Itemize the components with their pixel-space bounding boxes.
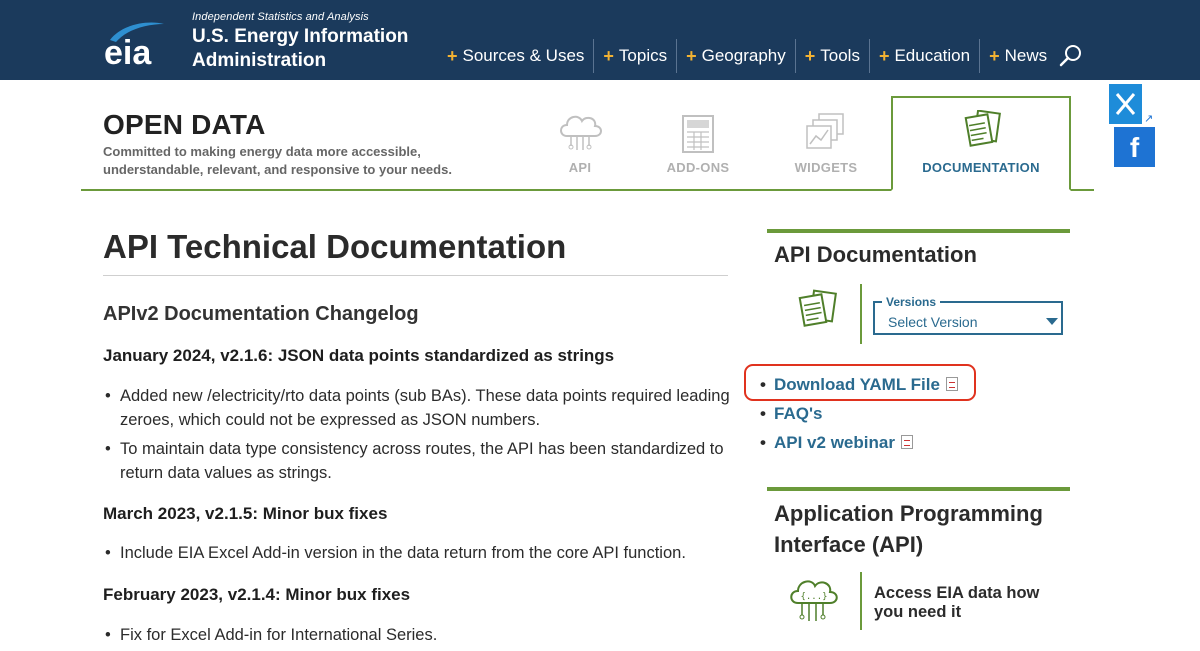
nav-label: News — [1004, 46, 1048, 65]
nav-label: Tools — [820, 46, 860, 65]
api-tagline: Access EIA data how you need it — [874, 584, 1040, 621]
tab-widgets[interactable] — [766, 110, 886, 175]
spreadsheet-icon — [673, 110, 723, 154]
link-label[interactable]: Download YAML File — [774, 375, 940, 394]
version-select-value[interactable]: Select Version — [888, 314, 978, 330]
main-nav — [438, 39, 1056, 73]
list-item: • Include EIA Excel Add-in version in the data return from the core API function. — [103, 541, 733, 565]
plus-icon: + — [686, 45, 697, 66]
changelog-entry-list — [103, 541, 733, 570]
changelog-entry-heading: January 2024, v2.1.6: JSON data points standardized as strings — [103, 346, 615, 365]
sidebar-doc-title: API Documentation — [774, 242, 977, 267]
sidebar-divider — [767, 487, 1070, 491]
open-data-title: OPEN DATA — [103, 109, 266, 140]
list-item: • Added new /electricity/rto data points (sub BAs). These data points required leading zeroes, which could not be expressed as JSON numbers. — [103, 384, 733, 432]
plus-icon: + — [603, 45, 614, 66]
plus-icon: + — [804, 45, 816, 66]
plus-icon: + — [878, 45, 890, 66]
changelog-entry-heading: March 2023, v2.1.5: Minor bux fixes — [103, 504, 388, 523]
search-icon[interactable] — [1058, 43, 1084, 69]
nav-topics[interactable] — [593, 39, 676, 73]
share-facebook-button[interactable]: f — [1114, 127, 1155, 167]
agency-name-line1: U.S. Energy Information — [192, 26, 409, 47]
page-title: API Technical Documentation — [103, 228, 567, 265]
tab-label: ADD-ONS — [666, 160, 730, 175]
sidebar-api-title: Application Programming Interface (API) — [774, 501, 1043, 557]
cloud-api-icon — [786, 573, 842, 629]
tab-label: WIDGETS — [794, 160, 858, 175]
sidebar-vertical-divider — [860, 284, 862, 344]
highlight-annotation — [744, 364, 976, 401]
chevron-down-icon[interactable] — [1046, 318, 1058, 325]
plus-icon: + — [989, 45, 1000, 66]
changelog-entry-list — [103, 384, 733, 490]
changelog-title: APIv2 Documentation Changelog — [103, 303, 419, 325]
nav-label: Education — [894, 46, 971, 65]
tab-add-ons[interactable] — [638, 110, 758, 175]
agency-tagline: Independent Statistics and Analysis — [192, 11, 369, 23]
documents-icon — [792, 288, 842, 334]
external-link-icon: ↗ — [1144, 113, 1154, 125]
changelog-entry-list — [103, 623, 733, 651]
nav-sources-uses[interactable] — [438, 39, 593, 73]
pdf-icon — [901, 435, 913, 449]
list-item: • Fix for Excel Add-in for International Series. — [103, 623, 733, 647]
nav-education[interactable] — [869, 39, 979, 73]
nav-news[interactable] — [979, 39, 1056, 73]
nav-label: Topics — [618, 46, 668, 65]
documents-icon — [956, 110, 1006, 154]
widgets-chart-icon — [801, 110, 851, 154]
agency-name-block[interactable] — [192, 11, 408, 71]
nav-geography[interactable] — [676, 39, 795, 73]
share-x-button[interactable] — [1109, 84, 1142, 124]
nav-tools[interactable] — [795, 39, 869, 73]
tab-label: DOCUMENTATION — [922, 160, 1040, 175]
plus-icon: + — [447, 45, 458, 66]
link-label[interactable]: FAQ's — [774, 404, 823, 423]
eia-logo-icon[interactable] — [102, 18, 168, 68]
sidebar-divider — [767, 229, 1070, 233]
link-label[interactable]: API v2 webinar — [774, 433, 895, 452]
tab-label: API — [568, 160, 592, 175]
x-logo-icon — [1109, 84, 1142, 124]
sidebar-vertical-divider — [860, 572, 862, 630]
version-select-label: Versions — [882, 295, 940, 309]
cloud-label: {...} — [800, 592, 828, 602]
agency-name-line2: Administration — [192, 50, 327, 71]
tab-documentation[interactable] — [891, 96, 1071, 191]
top-header — [0, 0, 1200, 80]
logo-text: eia — [104, 34, 152, 68]
title-divider — [103, 275, 728, 276]
tab-api[interactable] — [520, 110, 640, 175]
cloud-api-icon — [555, 110, 605, 154]
list-item: • To maintain data type consistency across routes, the API has been standardized to return data values as strings. — [103, 437, 733, 485]
changelog-entry-heading: February 2023, v2.1.4: Minor bux fixes — [103, 585, 411, 604]
nav-label: Sources & Uses — [462, 46, 585, 65]
open-data-subtitle: Committed to making energy data more accessible, understandable, relevant, and responsive to your needs. — [103, 144, 452, 177]
nav-label: Geography — [701, 46, 786, 65]
webinar-link[interactable] — [760, 431, 958, 460]
faq-link[interactable] — [760, 402, 958, 431]
